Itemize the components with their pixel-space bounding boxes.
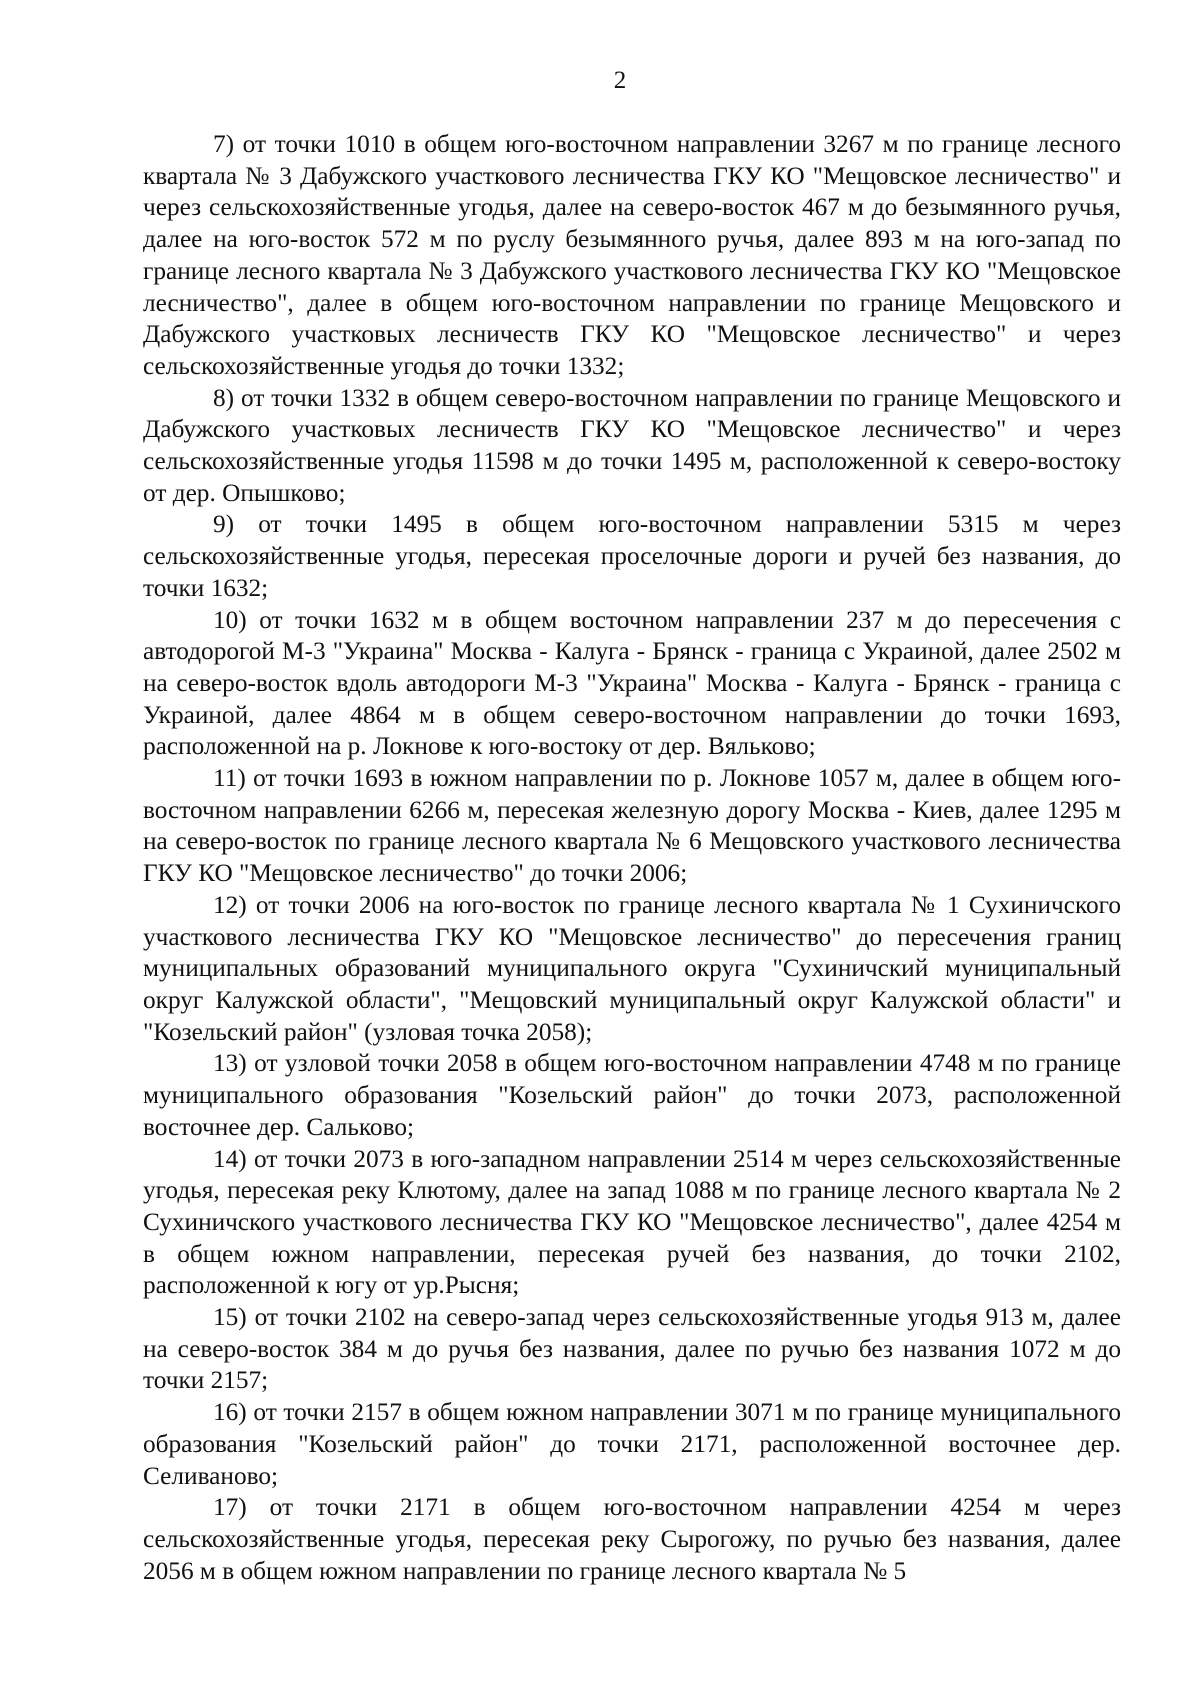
paragraph-14: 14) от точки 2073 в юго-западном направлении 2514 м через сельскохозяйственные угодья, пересекая реку Клютому, далее на запад 1088 м по границе лесного квартала № 2 Сухиничского участкового лесничества ГКУ КО "Мещовское лесничество", далее 4254 м в общем южном направлении, пересекая ручей без названия, до точки 2102, расположенной к югу от ур.Рысня;	[143, 1144, 1121, 1300]
paragraph-7: 7) от точки 1010 в общем юго-восточном направлении 3267 м по границе лесного квартала № 3 Дабужского участкового лесничества ГКУ КО "Мещовское лесничество" и через сельскохозяйственные угодья, далее на северо-восток 467 м до безымянного ручья, далее на юго-восток 572 м по руслу безымянного ручья, далее 893 м на юго-запад по границе лесного квартала № 3 Дабужского участкового лесничества ГКУ КО "Мещовское лесничество", далее в общем юго-восточном направлении по границе Мещовского и Дабужского участковых лесничеств ГКУ КО "Мещовское лесничество" и через сельскохозяйственные угодья до точки 1332;	[143, 130, 1121, 380]
paragraph-8: 8) от точки 1332 в общем северо-восточном направлении по границе Мещовского и Дабужского участковых лесничеств ГКУ КО "Мещовское лесничество" и через сельскохозяйственные угодья 11598 м до точки 1495 м, расположенной к северо-востоку от дер. Опышково;	[143, 383, 1121, 507]
paragraph-13: 13) от узловой точки 2058 в общем юго-восточном направлении 4748 м по границе муниципального образования "Козельский район" до точки 2073, расположенной восточнее дер. Сальково;	[143, 1049, 1121, 1141]
page-number: 2	[613, 67, 627, 94]
paragraph-12: 12) от точки 2006 на юго-восток по границе лесного квартала № 1 Сухиничского участкового лесничества ГКУ КО "Мещовское лесничество" до пересечения границ муниципальных образований муниципального округа "Сухиничский муниципальный округ Калужской области", "Мещовский муниципальный округ Калужской области" и "Козельский район" (узловая точка 2058);	[143, 890, 1121, 1046]
paragraph-17: 17) от точки 2171 в общем юго-восточном направлении 4254 м через сельскохозяйственные угодья, пересекая реку Сырогожу, по ручью без названия, далее 2056 м в общем южном направлении по границе лесного квартала № 5	[143, 1493, 1121, 1585]
paragraph-10: 10) от точки 1632 м в общем восточном направлении 237 м до пересечения с автодорогой М-3 "Украина" Москва - Калуга - Брянск - граница с Украиной, далее 2502 м на северо-восток вдоль автодороги М-3 "Украина" Москва - Калуга - Брянск - граница с Украиной, далее 4864 м в общем северо-восточном направлении до точки 1693, расположенной на р. Локнове к юго-востоку от дер. Вяльково;	[143, 605, 1121, 761]
paragraph-9: 9) от точки 1495 в общем юго-восточном направлении 5315 м через сельскохозяйственные угодья, пересекая проселочные дороги и ручей без названия, до точки 1632;	[143, 510, 1121, 602]
document-body	[143, 129, 1121, 1587]
paragraph-11: 11) от точки 1693 в южном направлении по р. Локнове 1057 м, далее в общем юго-восточном направлении 6266 м, пересекая железную дорогу Москва - Киев, далее 1295 м на северо-восток по границе лесного квартала № 6 Мещовского участкового лесничества ГКУ КО "Мещовское лесничество" до точки 2006;	[143, 764, 1121, 888]
paragraph-16: 16) от точки 2157 в общем южном направлении 3071 м по границе муниципального образования "Козельский район" до точки 2171, расположенной восточнее дер. Селиваново;	[143, 1398, 1121, 1490]
paragraph-15: 15) от точки 2102 на северо-запад через сельскохозяйственные угодья 913 м, далее на северо-восток 384 м до ручья без названия, далее по ручью без названия 1072 м до точки 2157;	[143, 1303, 1121, 1395]
